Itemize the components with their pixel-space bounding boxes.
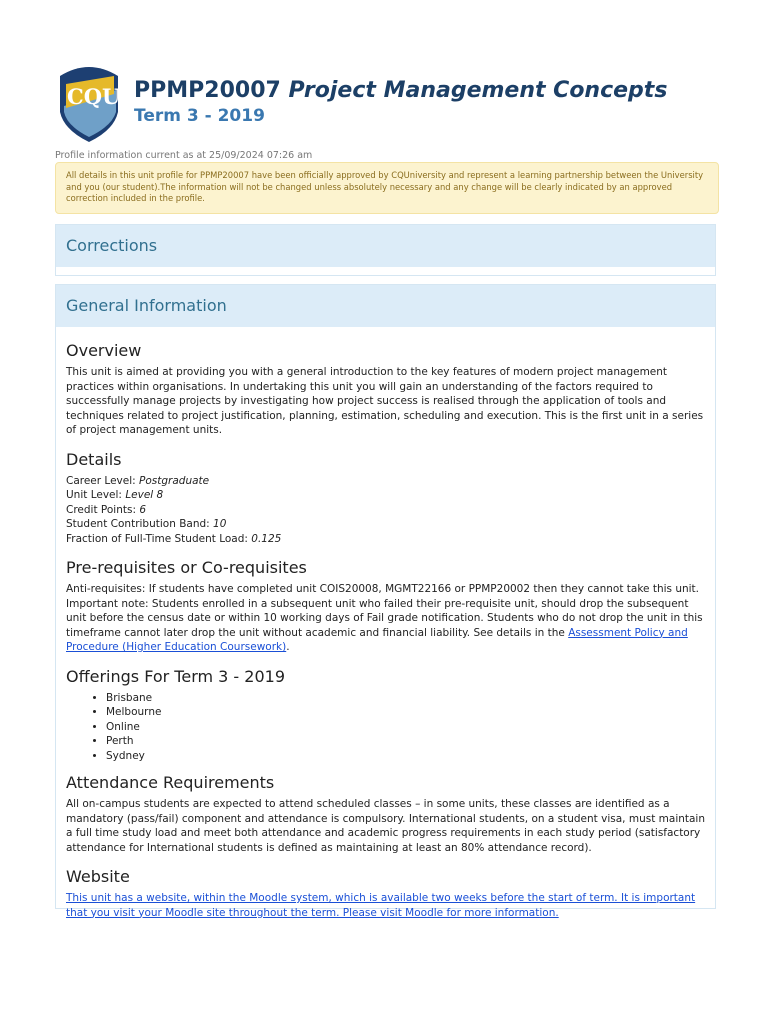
profile-info-timestamp: Profile information current as at 25/09/2024 07:26 am xyxy=(55,150,313,161)
attendance-text: All on-campus students are expected to attend scheduled classes – in some units, these classes are identified as a mandatory (pass/fail) component and attendance is compulsory. International students, on a student visa, must maintain a full time study load and meet both attendance and academic progress requirements in each study period (satisfactory attendance for International students is defined as maintaining at least an 80% attendance record). xyxy=(66,798,706,854)
corrections-heading: Corrections xyxy=(56,225,715,267)
prerequisites-title: Pre-requisites or Co-requisites xyxy=(66,558,307,577)
important-note: Important note: Students enrolled in a subsequent unit who failed their pre-requisite unit, should drop the subsequent unit before the census date or within 10 working days of Fail grade notification. Students who do not drop the unit in this timeframe cannot later drop the unit without academic and financial liability. See details in the xyxy=(66,597,703,639)
attendance-title: Attendance Requirements xyxy=(66,773,275,792)
details-list xyxy=(66,474,705,547)
list-item: • Perth xyxy=(106,734,705,749)
website-title: Website xyxy=(66,867,130,886)
moodle-website-link[interactable]: This unit has a website, within the Moodle system, which is available two weeks before the start of term. It is important that you visit your Moodle site throughout the term. Please visit Moodle for more information. xyxy=(66,892,696,919)
unit-code: PPMP20007 xyxy=(134,78,281,103)
detail-student-load: Fraction of Full-Time Student Load: 0.125 xyxy=(66,532,282,545)
prerequisites-text: Anti-requisites: If students have completed unit COIS20008, MGMT22166 or PPMP20002 then they cannot take this unit. Important note: Students enrolled in a subsequent unit who failed their pre-requisite unit, should drop the subsequent unit before the census date or within 10 working days of Fail grade notification. Students who do not drop the unit in this timeframe cannot later drop the unit without academic and financial liability. See details in the Assessment Policy and Procedure (Higher Education Coursework). xyxy=(66,583,703,653)
list-item: • Online xyxy=(106,720,705,735)
anti-requisites: Anti-requisites: If students have completed unit COIS20008, MGMT22166 or PPMP20002 then they cannot take this unit. xyxy=(66,583,700,595)
cqu-logo xyxy=(58,62,120,144)
details-title: Details xyxy=(66,449,122,469)
general-information-heading: General Information xyxy=(56,285,715,327)
logo-text: CQU xyxy=(67,84,120,109)
unit-name: Project Management Concepts xyxy=(288,78,668,103)
offerings-list xyxy=(66,691,705,764)
term-subtitle: Term 3 - 2019 xyxy=(134,106,265,126)
list-item: • Brisbane xyxy=(106,691,705,706)
overview-text: This unit is aimed at providing you with a general introduction to the key features of modern project management practices within organisations. In undertaking this unit you will gain an understanding of the factors required to successfully manage projects by investigating how project success is realised through the application of tools and techniques related to project justification, planning, estimation, scheduling and execution. This is the first unit in a series of project management units. xyxy=(66,366,704,436)
general-information-panel xyxy=(55,284,716,919)
approval-notice: All details in this unit profile for PPMP20007 have been officially approved by CQUniversity and represent a learning partnership between the University and you (our student).The information will not be changed unless absolutely necessary and any change will be clearly indicated by an approved correction included in the profile. xyxy=(55,162,719,214)
detail-contribution-band: Student Contribution Band: 10 xyxy=(66,518,227,530)
corrections-panel xyxy=(55,224,716,276)
detail-unit-level: Unit Level: Level 8 xyxy=(66,489,164,501)
detail-credit-points: Credit Points: 6 xyxy=(66,503,147,516)
list-item: • Melbourne xyxy=(106,705,705,720)
list-item: • Sydney xyxy=(106,749,705,764)
overview-title: Overview xyxy=(66,341,142,360)
offerings-title: Offerings For Term 3 - 2019 xyxy=(66,666,285,686)
assessment-policy-link[interactable]: Assessment Policy and Procedure (Higher Education Coursework) xyxy=(66,626,688,653)
page-title xyxy=(134,78,667,103)
detail-career-level: Career Level: Postgraduate xyxy=(66,474,210,487)
